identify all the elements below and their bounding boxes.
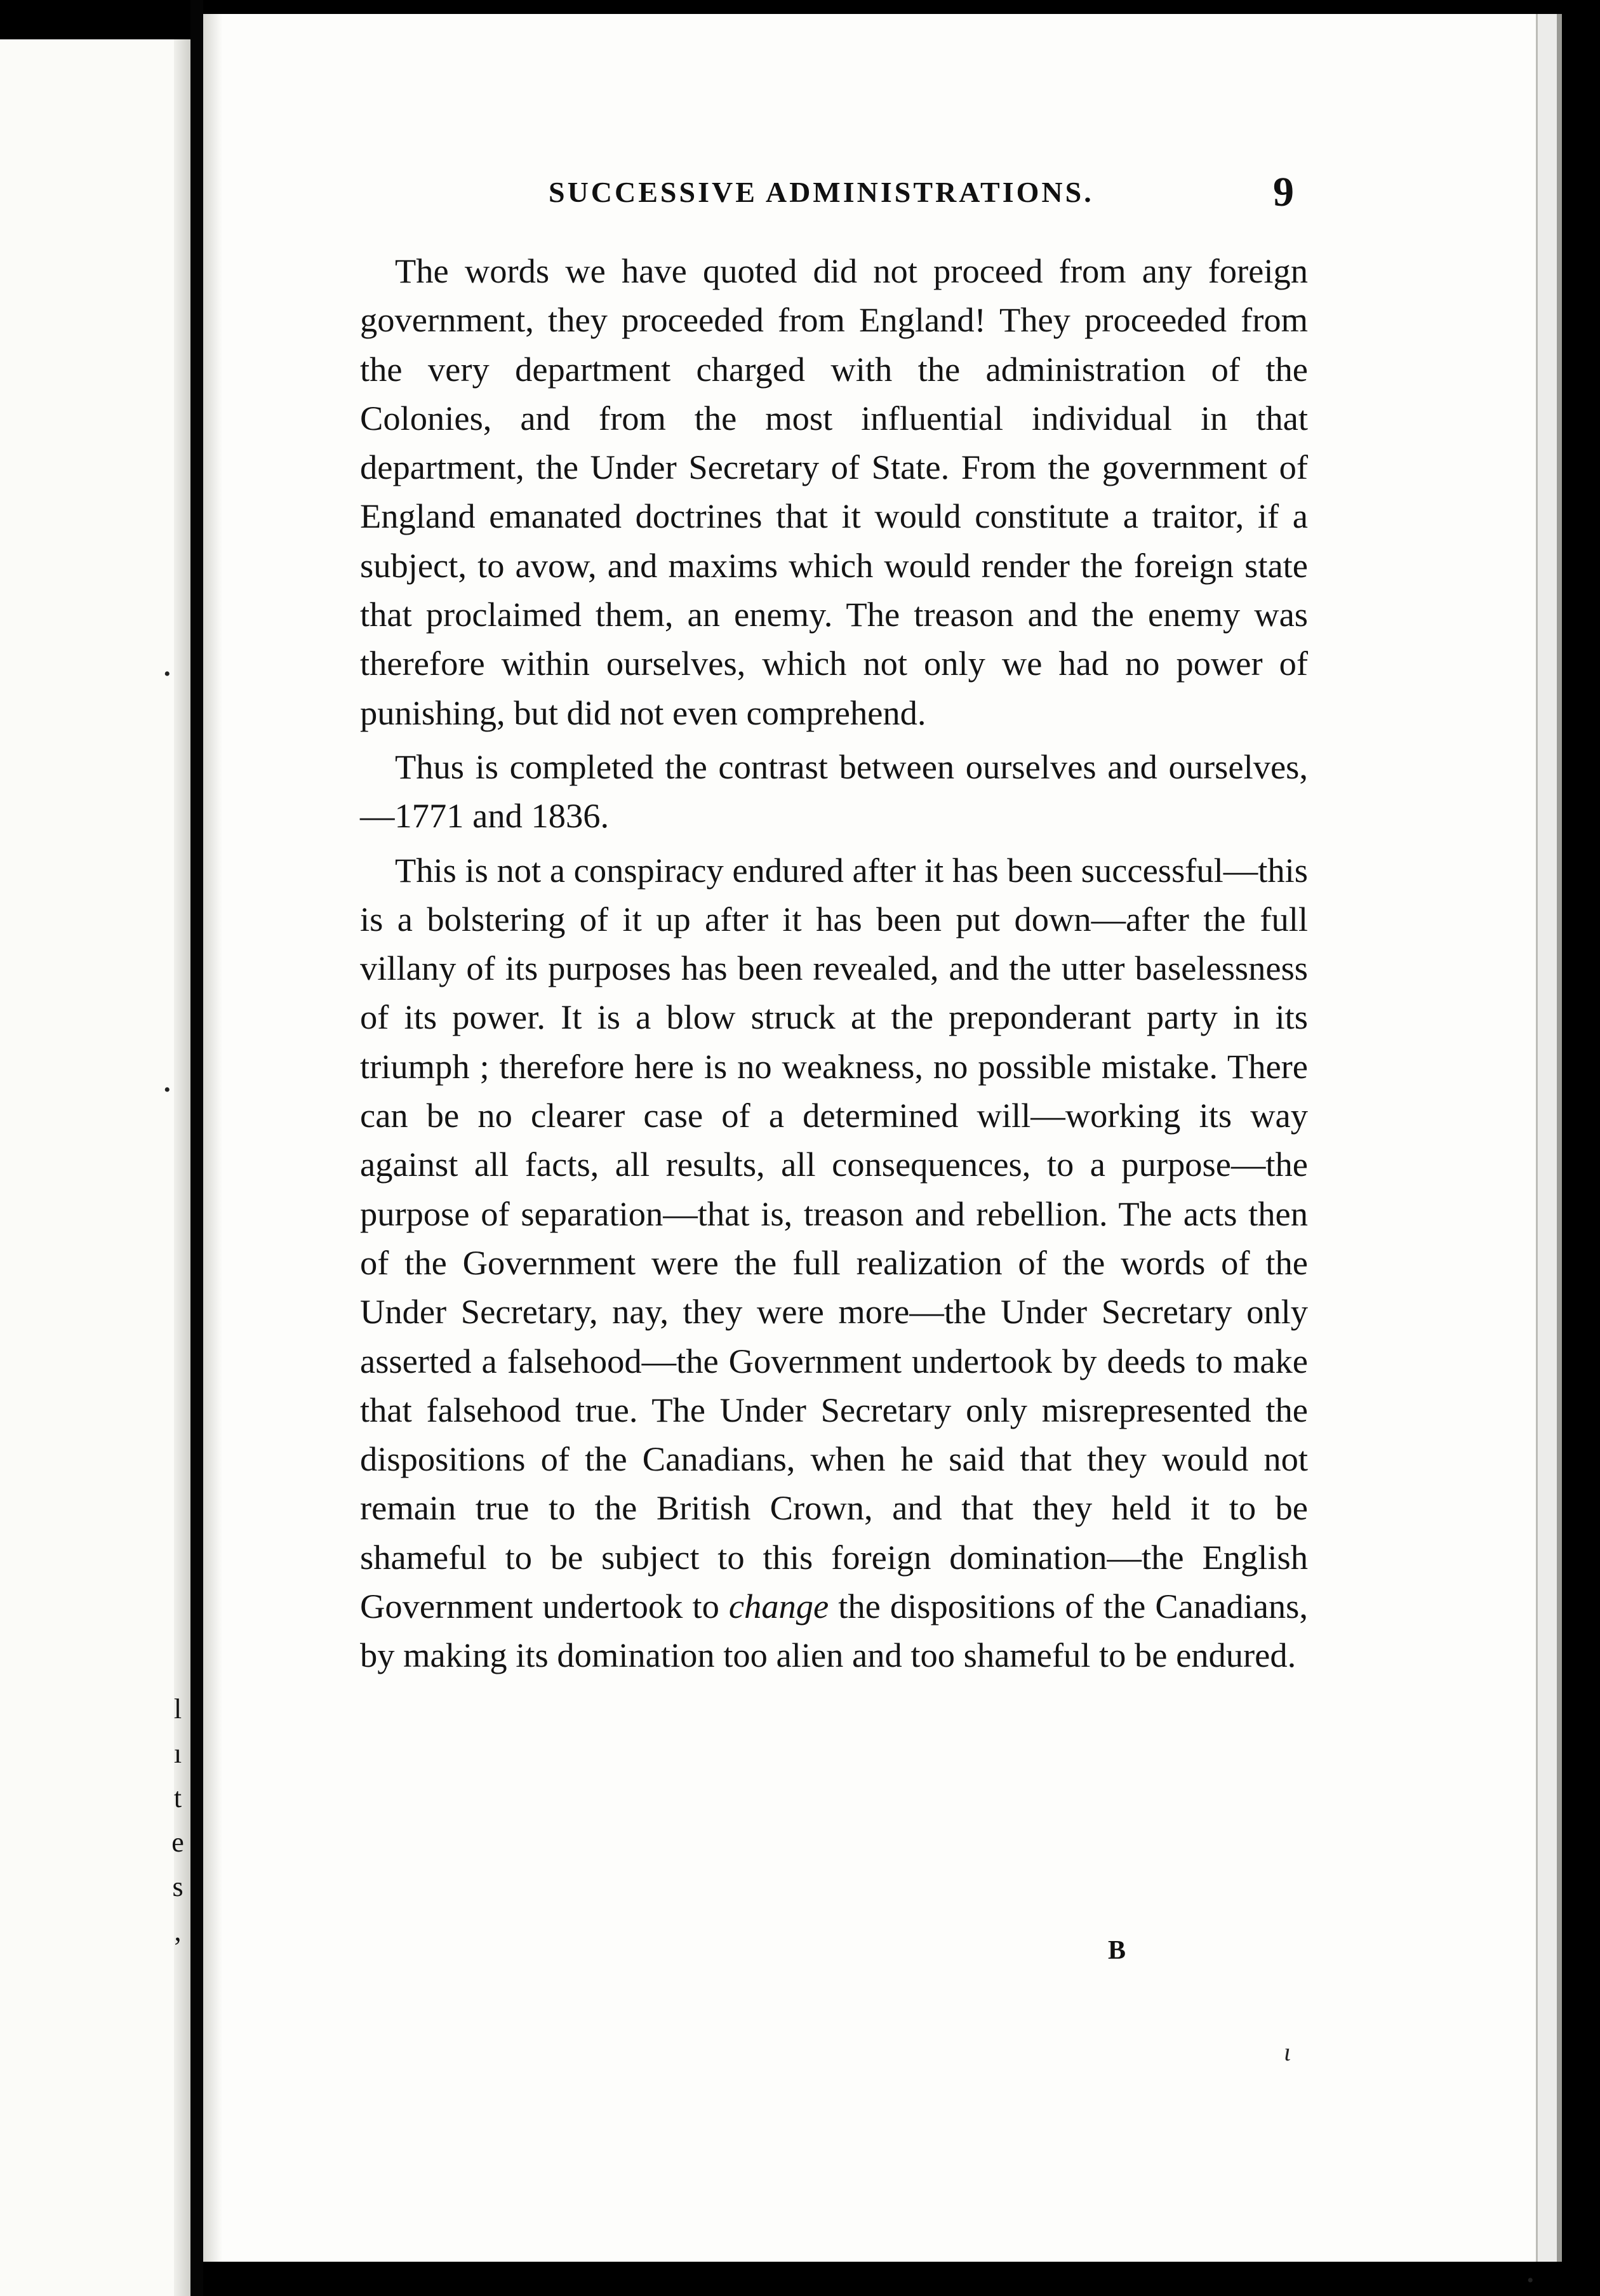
signature-mark: B (1108, 1936, 1126, 1965)
body-text (360, 246, 1308, 1685)
left-mark: t (173, 1782, 182, 1813)
running-head: SUCCESSIVE ADMINISTRATIONS. (549, 176, 1094, 208)
left-page-marks (168, 1687, 187, 1954)
book-gutter (190, 0, 203, 2296)
paragraph-text: This is not a conspiracy endured after it has been successful—this is a bolstering of it up after it has been put down—after the full villany of its purposes has been revealed, and the utter baselessness of its power. It is a blow struck at the preponderant party in its triumph ; therefore here is no weakness, no possible mistake. There can be no clearer case of a determined will—working its way against all facts, all results, all consequences, to a purpose—the purpose of separation—that is, treason and rebellion. The acts then of the Government were the full realization of the words of the Under Secretary, nay, they were more—the Under Secretary only asserted a falsehood—the Government undertook by deeds to make that falsehood true. The Under Secretary only misrepresented the dispositions of the Canadians, when he said that they would not remain true to the British Crown, and that they held it to be shameful to be subject to this foreign domination—the English Government undertook to (360, 850, 1308, 1626)
paragraph-text: the dispositions of the Canadians, by making its domination too alien and too shameful to be endured. (360, 1587, 1309, 1675)
margin-speck: • (1527, 2270, 1534, 2291)
page-right-border (1536, 14, 1562, 2262)
left-page-edge (174, 39, 190, 2296)
margin-speck: • (164, 664, 171, 684)
left-page-fragment (0, 39, 190, 2296)
paragraph (360, 846, 1308, 1680)
left-mark: s (172, 1871, 183, 1902)
stray-mark: ɩ (1284, 2038, 1291, 2066)
page-number: 9 (1273, 169, 1294, 215)
margin-speck: • (164, 1079, 171, 1100)
paragraph: The words we have quoted did not proceed from any foreign government, they proceeded from England! They proceeded from the very department charged with the administration of the Colonies, and from the most influential individual in that department, the Under Secretary of State. From the government of England emanated doctrines that it would constitute a traitor, if a subject, to avow, and maxims which would render the foreign state that proclaimed them, an enemy. The treason and the enemy was therefore within ourselves, which not only we had no power of punishing, but did not even comprehend. (360, 251, 1308, 732)
left-mark: , (174, 1916, 182, 1947)
left-mark: l (173, 1693, 182, 1725)
left-mark: e (171, 1827, 184, 1858)
paragraph: Thus is completed the contrast between ourselves and ourselves,—1771 and 1836. (360, 747, 1308, 836)
page-spine-shade (203, 14, 222, 2262)
emphasis-word: change (728, 1587, 829, 1626)
left-mark: ı (173, 1738, 182, 1769)
